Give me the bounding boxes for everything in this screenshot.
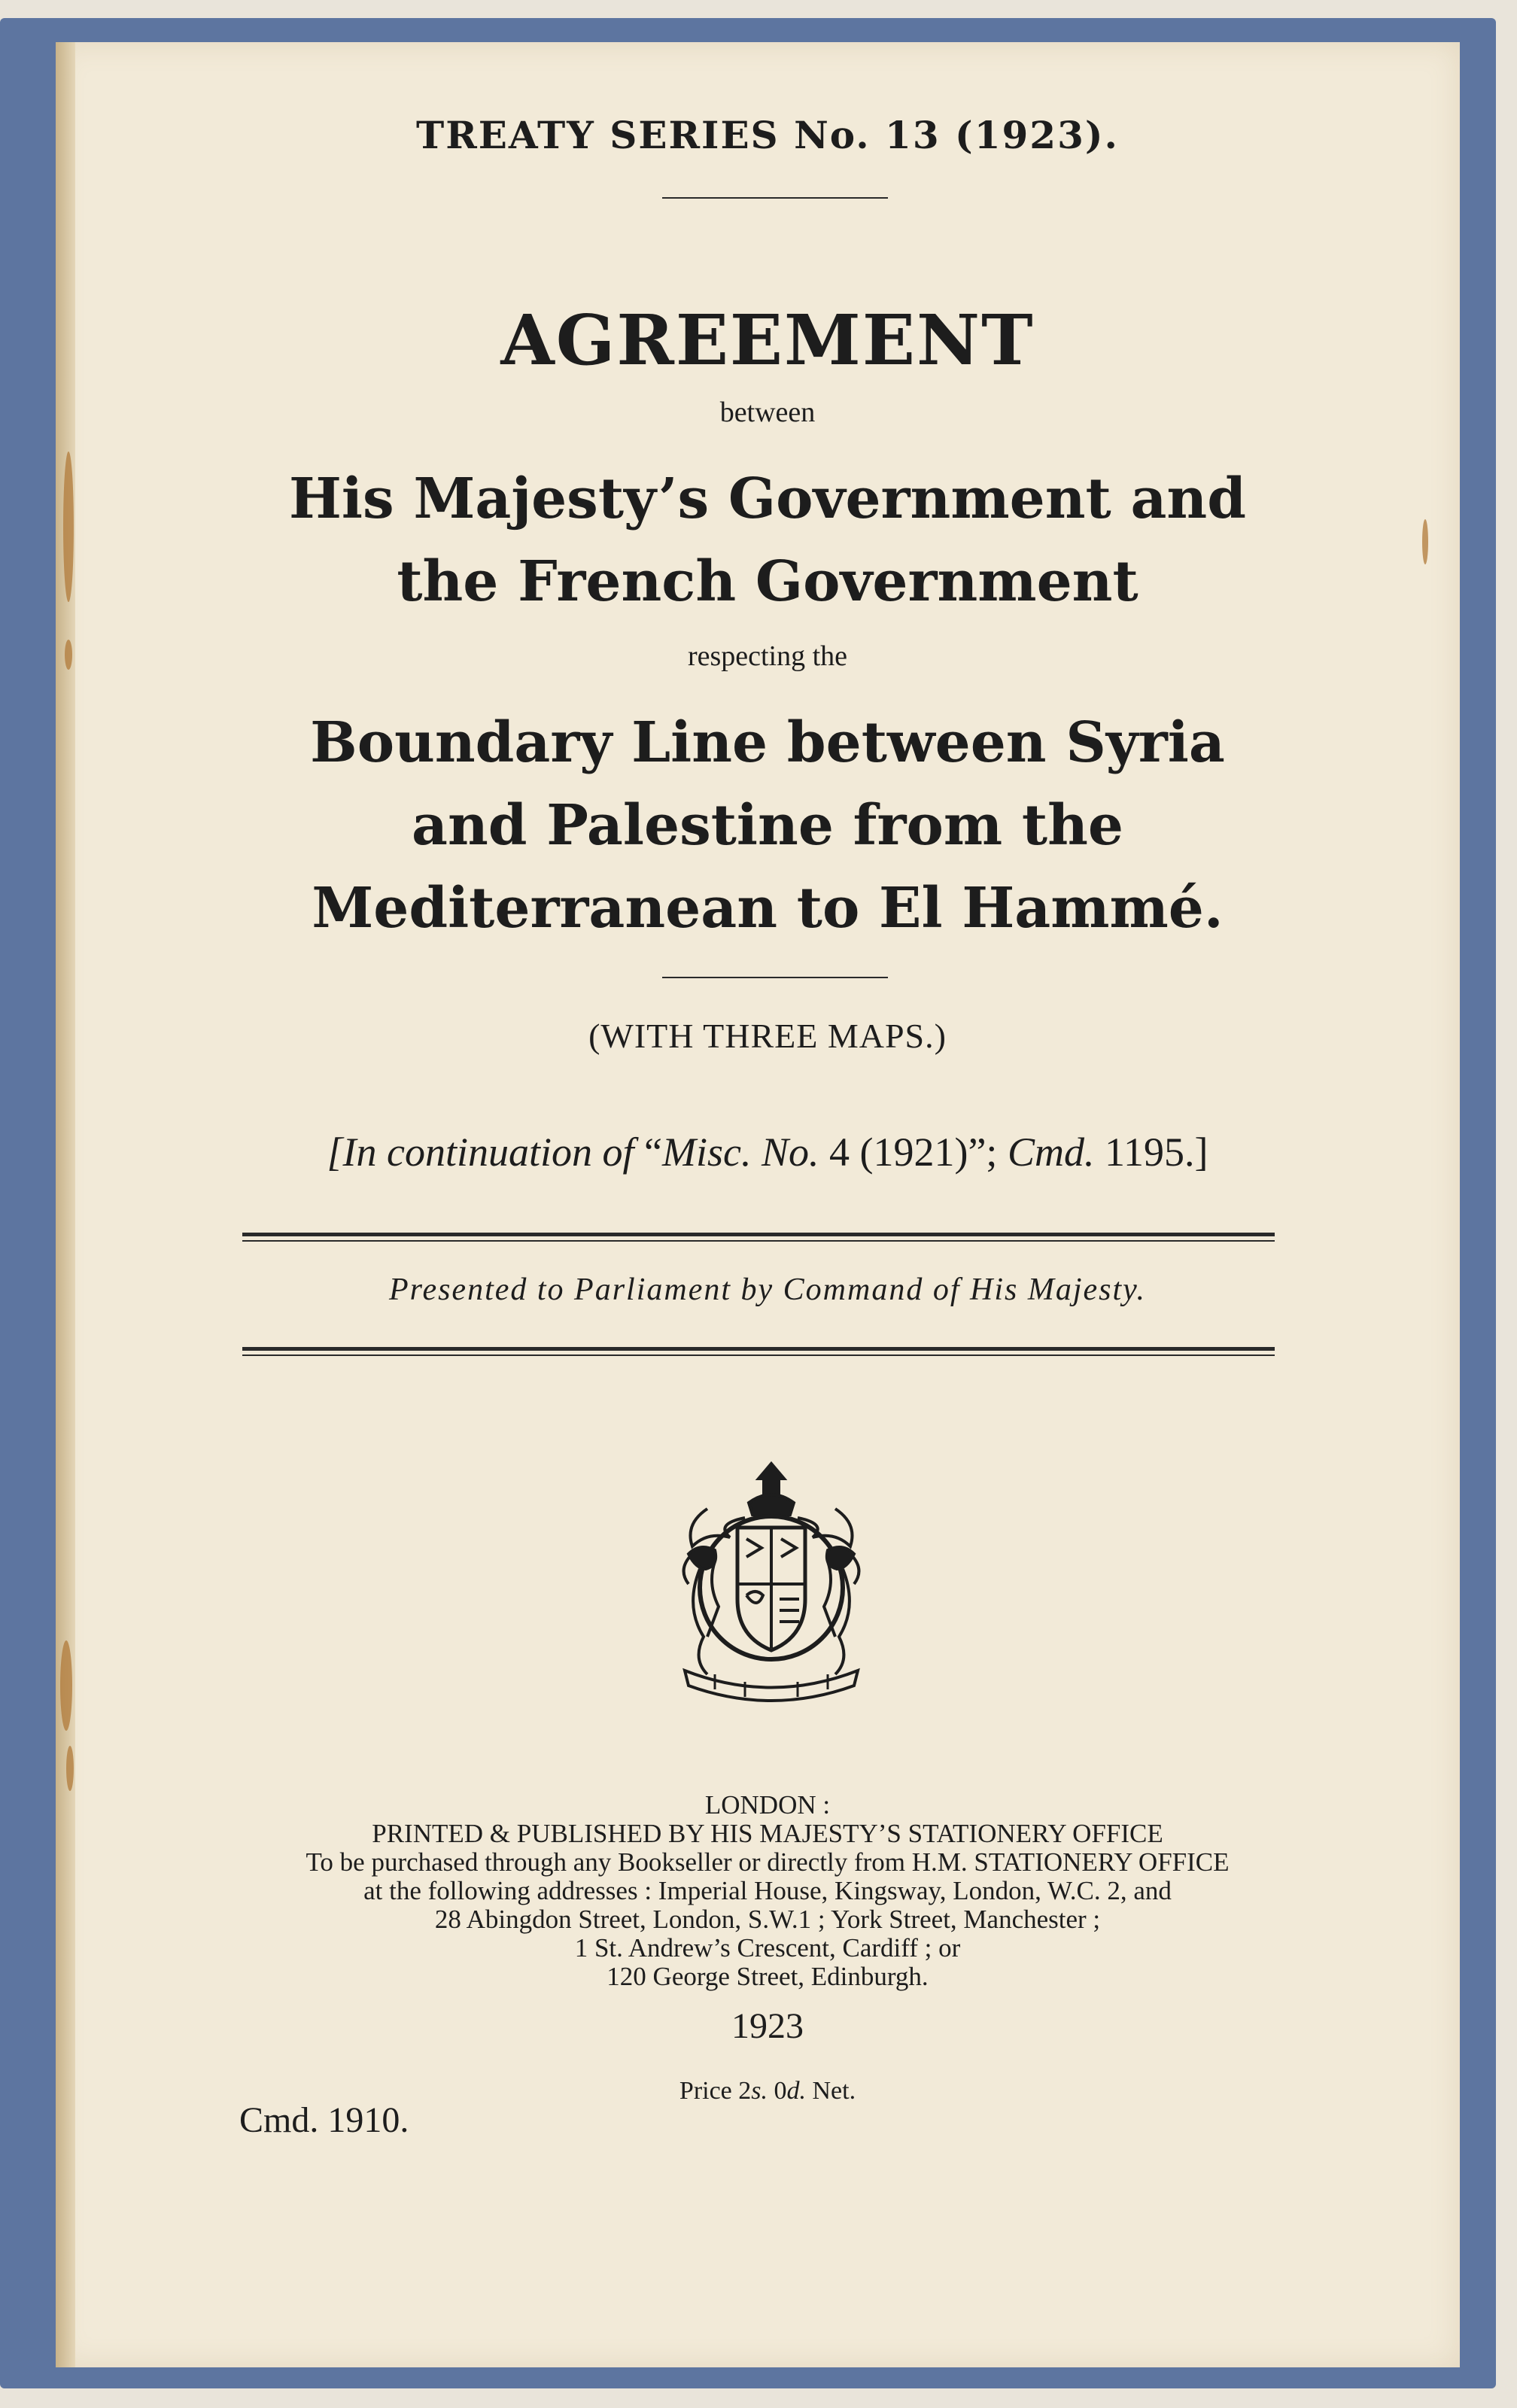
short-rule	[662, 197, 888, 199]
price-prefix: Price 2	[679, 2077, 752, 2105]
imprint-block	[75, 1791, 1460, 1991]
parties-line: the French Government	[397, 549, 1139, 614]
rust-stain	[63, 451, 74, 602]
rust-stain	[66, 1746, 74, 1791]
royal-coat-of-arms-icon	[662, 1456, 880, 1704]
continuation-prefix: [In continuation of	[327, 1130, 634, 1175]
maps-note: (WITH THREE MAPS.)	[588, 1017, 947, 1055]
imprint-line: 1 St. Andrew’s Crescent, Cardiff ; or	[574, 1933, 961, 1963]
binding-edge	[56, 42, 75, 2367]
between-connector: between	[719, 397, 816, 428]
price-mid: 0	[768, 2077, 787, 2105]
double-rule-bottom	[242, 1347, 1275, 1351]
cmd-ref-number: 1195.]	[1094, 1130, 1208, 1175]
price-suffix: Net.	[806, 2077, 856, 2105]
treaty-series-heading: TREATY SERIES No. 13 (1923).	[416, 113, 1119, 157]
continuation-note	[75, 1129, 1460, 1175]
quote-open: “	[634, 1130, 662, 1175]
cmd-ref: Cmd.	[1007, 1130, 1095, 1175]
parties-block	[75, 458, 1460, 623]
respecting-connector: respecting the	[687, 640, 848, 672]
imprint-printer: PRINTED & PUBLISHED BY HIS MAJESTY’S STATIONERY OFFICE	[372, 1819, 1163, 1848]
imprint-place: LONDON :	[704, 1790, 831, 1820]
quote-close: ”;	[968, 1130, 1008, 1175]
subject-line: Boundary Line between Syria	[310, 710, 1225, 775]
imprint-line: 120 George Street, Edinburgh.	[606, 1962, 929, 1991]
publication-year: 1923	[731, 2006, 804, 2046]
subject-block	[75, 701, 1460, 950]
double-rule-bottom-thin	[242, 1354, 1275, 1356]
imprint-line: 28 Abingdon Street, London, S.W.1 ; York Street, Manchester ;	[434, 1905, 1101, 1934]
presented-line: Presented to Parliament by Command of His Majesty.	[389, 1272, 1146, 1307]
subject-line: and Palestine from the	[412, 793, 1123, 858]
double-rule-top-thin	[242, 1240, 1275, 1242]
double-rule-top	[242, 1233, 1275, 1236]
command-paper-number: Cmd. 1910.	[239, 2100, 409, 2140]
price-pence: d.	[786, 2077, 806, 2105]
misc-ref: Misc. No.	[662, 1130, 819, 1175]
imprint-line: To be purchased through any Bookseller or directly from H.M. STATIONERY OFFICE	[306, 1847, 1230, 1877]
rust-stain	[60, 1640, 72, 1731]
misc-number: 4 (1921)	[819, 1130, 968, 1175]
short-rule	[662, 977, 888, 978]
subject-line: Mediterranean to El Hammé.	[312, 876, 1224, 941]
document-title: AGREEMENT	[500, 299, 1035, 381]
price-shillings: s.	[751, 2077, 768, 2105]
imprint-line: at the following addresses : Imperial House, Kingsway, London, W.C. 2, and	[363, 1876, 1172, 1905]
parties-line: His Majesty’s Government and	[289, 467, 1246, 531]
rust-stain	[65, 640, 72, 670]
